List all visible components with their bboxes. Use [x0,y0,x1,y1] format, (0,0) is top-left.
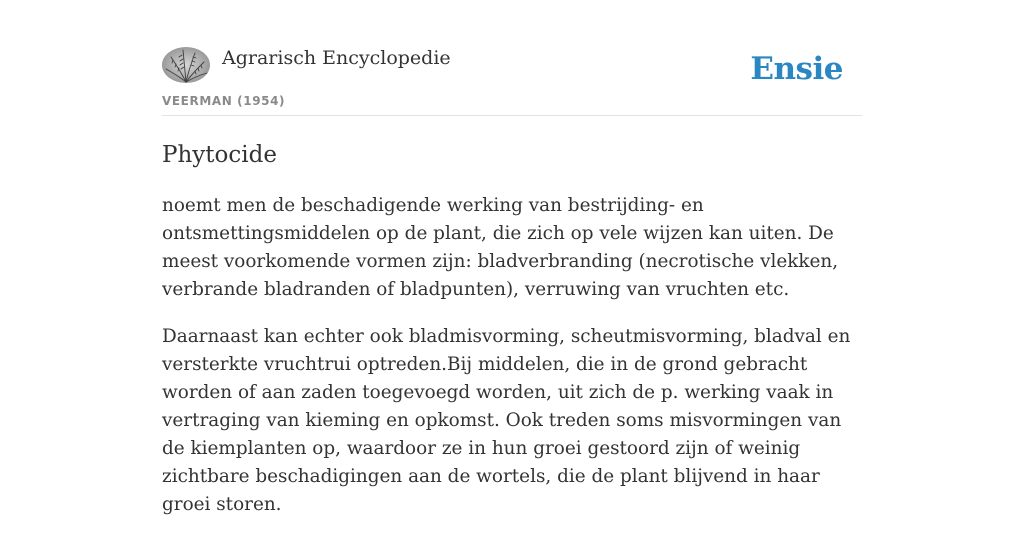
source-meta: VEERMAN (1954) [162,94,286,108]
source-header [162,0,862,116]
wheat-engraving-icon[interactable] [162,47,210,83]
entry-title: Phytocide [162,142,277,168]
entry-paragraph: Daarnaast kan echter ook bladmisvorming, scheutmisvorming, bladval en versterkte vruchtrui optreden.Bij middelen, die in de grond gebracht worden of aan zaden toegevoegd worden, uit zich de p. werking vaak in vertraging van kieming en opkomst. Ook treden soms misvormingen van de kiemplanten op, waardoor ze in hun groei gestoord zijn of weinig zichtbare beschadigingen aan de wortels, die de plant blijvend in haar groei storen. [162,326,851,515]
entry-body [162,192,867,538]
brand-logo[interactable]: Ensie [750,51,843,87]
page [162,0,862,515]
entry-paragraph: noemt men de beschadigende werking van bestrijding- en ontsmettingsmiddelen op de plant, die zich op vele wijzen kan uiten. De meest voorkomende vormen zijn: bladverbranding (necrotische vlekken, verbrande bladranden of bladpunten), verruwing van vruchten etc. [162,195,839,300]
source-title[interactable]: Agrarisch Encyclopedie [222,47,451,69]
